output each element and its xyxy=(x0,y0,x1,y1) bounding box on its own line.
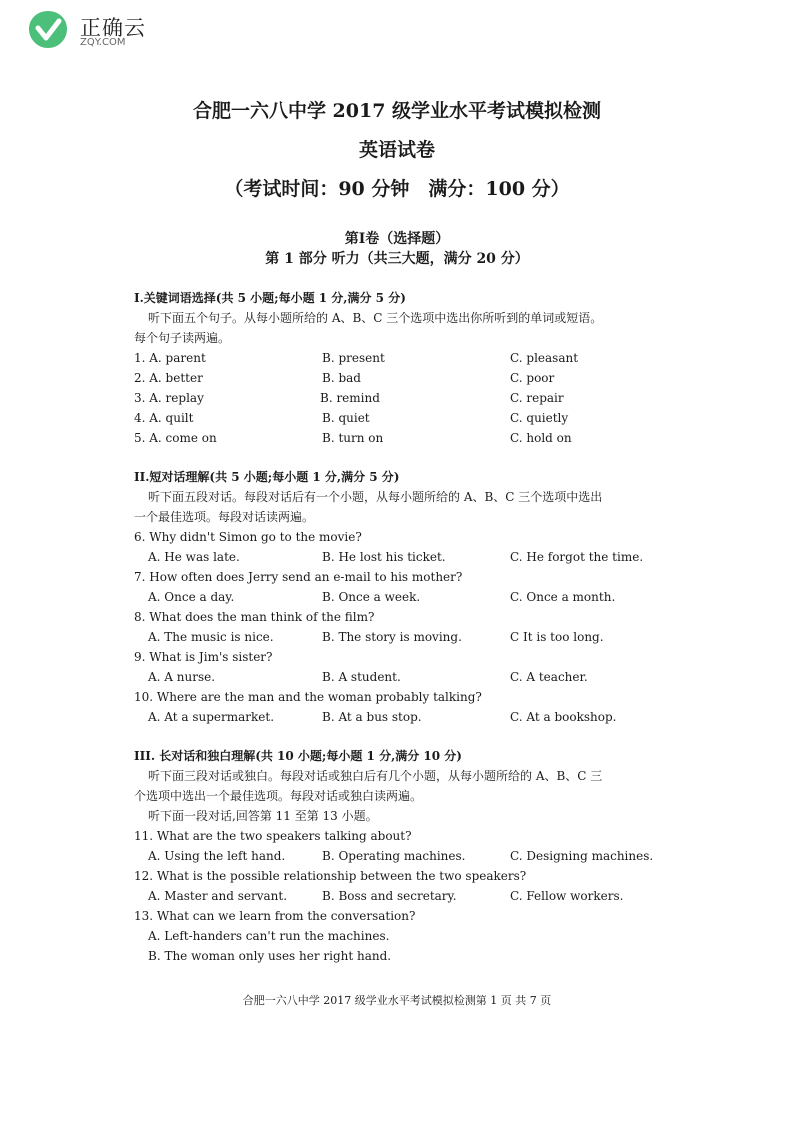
question-text: 11. What are the two speakers talking about? xyxy=(134,829,412,843)
option-a: 1. A. parent xyxy=(134,351,206,365)
option-a: 3. A. replay xyxy=(134,391,204,405)
option-c: C. Fellow workers. xyxy=(510,889,624,903)
brand-logo xyxy=(26,8,146,52)
part-heading: 第 1 部分 听力（共三大题，满分 20 分） xyxy=(265,251,529,267)
option-c: C. repair xyxy=(510,391,564,405)
option-a: A. Using the left hand. xyxy=(148,849,286,863)
option-a: 4. A. quilt xyxy=(134,411,194,425)
option-b: B. He lost his ticket. xyxy=(322,550,446,564)
option-c: C. He forgot the time. xyxy=(510,550,644,564)
question-text: 6. Why didn't Simon go to the movie? xyxy=(134,530,362,544)
option-a: A. He was late. xyxy=(148,550,240,564)
option-c: C. quietly xyxy=(510,411,569,425)
option-b: B. A student. xyxy=(322,670,401,684)
question-text: 12. What is the possible relationship between the two speakers? xyxy=(134,869,527,883)
option-b: B. present xyxy=(322,351,385,365)
option-a: A. At a supermarket. xyxy=(148,710,275,724)
option-c: C. poor xyxy=(510,371,555,385)
section-3-instruction: 听下面三段对话或独白。每段对话或独白后有几个小题，从每小题所给的 A、B、C 三 xyxy=(148,769,603,783)
checkmark-logo-icon xyxy=(26,8,70,52)
section-3-instruction-cont: 个选项中选出一个最佳选项。每段对话或独白读两遍。 xyxy=(134,789,423,803)
option-a: 2. A. better xyxy=(134,371,203,385)
option-c: C. Once a month. xyxy=(510,590,616,604)
option-a: A. A nurse. xyxy=(148,670,216,684)
section-1-instruction-cont: 每个句子读两遍。 xyxy=(134,331,231,345)
option-b: B. remind xyxy=(320,391,380,405)
section-2-instruction: 听下面五段对话。每段对话后有一个小题，从每小题所给的 A、B、C 三个选项中选出 xyxy=(148,490,603,504)
volume-heading: 第Ⅰ卷（选择题） xyxy=(344,231,450,247)
option-c: C. At a bookshop. xyxy=(510,710,617,724)
question-text: 7. How often does Jerry send an e-mail to his mother? xyxy=(134,570,463,584)
option-b: B. Boss and secretary. xyxy=(322,889,457,903)
option-c: C. A teacher. xyxy=(510,670,588,684)
option-b: B. At a bus stop. xyxy=(322,710,422,724)
option-b: B. quiet xyxy=(322,411,370,425)
option-c: C It is too long. xyxy=(510,630,604,644)
exam-subject: 英语试卷 xyxy=(358,139,435,161)
exam-time-info: （考试时间：90 分钟 满分：100 分） xyxy=(224,178,570,200)
page-footer: 合肥一六八中学 2017 级学业水平考试模拟检测第 1 页 共 7 页 xyxy=(242,994,552,1007)
option-a: A. Once a day. xyxy=(148,590,235,604)
option-b: B. Operating machines. xyxy=(322,849,466,863)
question-text: 10. Where are the man and the woman probably talking? xyxy=(134,690,482,704)
option-c: C. pleasant xyxy=(510,351,579,365)
option-a: A. Master and servant. xyxy=(148,889,288,903)
option-a: A. Left-handers can't run the machines. xyxy=(148,929,390,943)
option-b: B. Once a week. xyxy=(322,590,421,604)
option-c: C. Designing machines. xyxy=(510,849,654,863)
question-text: 9. What is Jim's sister? xyxy=(134,650,273,664)
exam-title: 合肥一六八中学 2017 级学业水平考试模拟检测 xyxy=(192,100,602,122)
question-text: 13. What can we learn from the conversation? xyxy=(134,909,416,923)
logo-name-cn: 正确云 xyxy=(80,16,146,40)
section-3-sub-instruction: 听下面一段对话,回答第 11 至第 13 小题。 xyxy=(148,809,378,823)
section-3-heading: III. 长对话和独白理解(共 10 小题;每小题 1 分,满分 10 分) xyxy=(134,749,462,763)
logo-name-en: ZQY.COM xyxy=(80,37,126,48)
section-2-instruction-cont: 一个最佳选项。每段对话读两遍。 xyxy=(134,510,315,524)
option-c: C. hold on xyxy=(510,431,572,445)
option-a: A. The music is nice. xyxy=(148,630,274,644)
question-text: 8. What does the man think of the film? xyxy=(134,610,375,624)
section-1-instruction: 听下面五个句子。从每小题所给的 A、B、C 三个选项中选出你所听到的单词或短语。 xyxy=(148,311,603,325)
section-2-heading: II.短对话理解(共 5 小题;每小题 1 分,满分 5 分) xyxy=(134,470,400,484)
option-b: B. The woman only uses her right hand. xyxy=(148,949,392,963)
option-b: B. The story is moving. xyxy=(322,630,462,644)
option-a: 5. A. come on xyxy=(134,431,217,445)
option-b: B. turn on xyxy=(322,431,384,445)
section-1-heading: I.关键词语选择(共 5 小题;每小题 1 分,满分 5 分) xyxy=(134,291,406,305)
option-b: B. bad xyxy=(322,371,361,385)
